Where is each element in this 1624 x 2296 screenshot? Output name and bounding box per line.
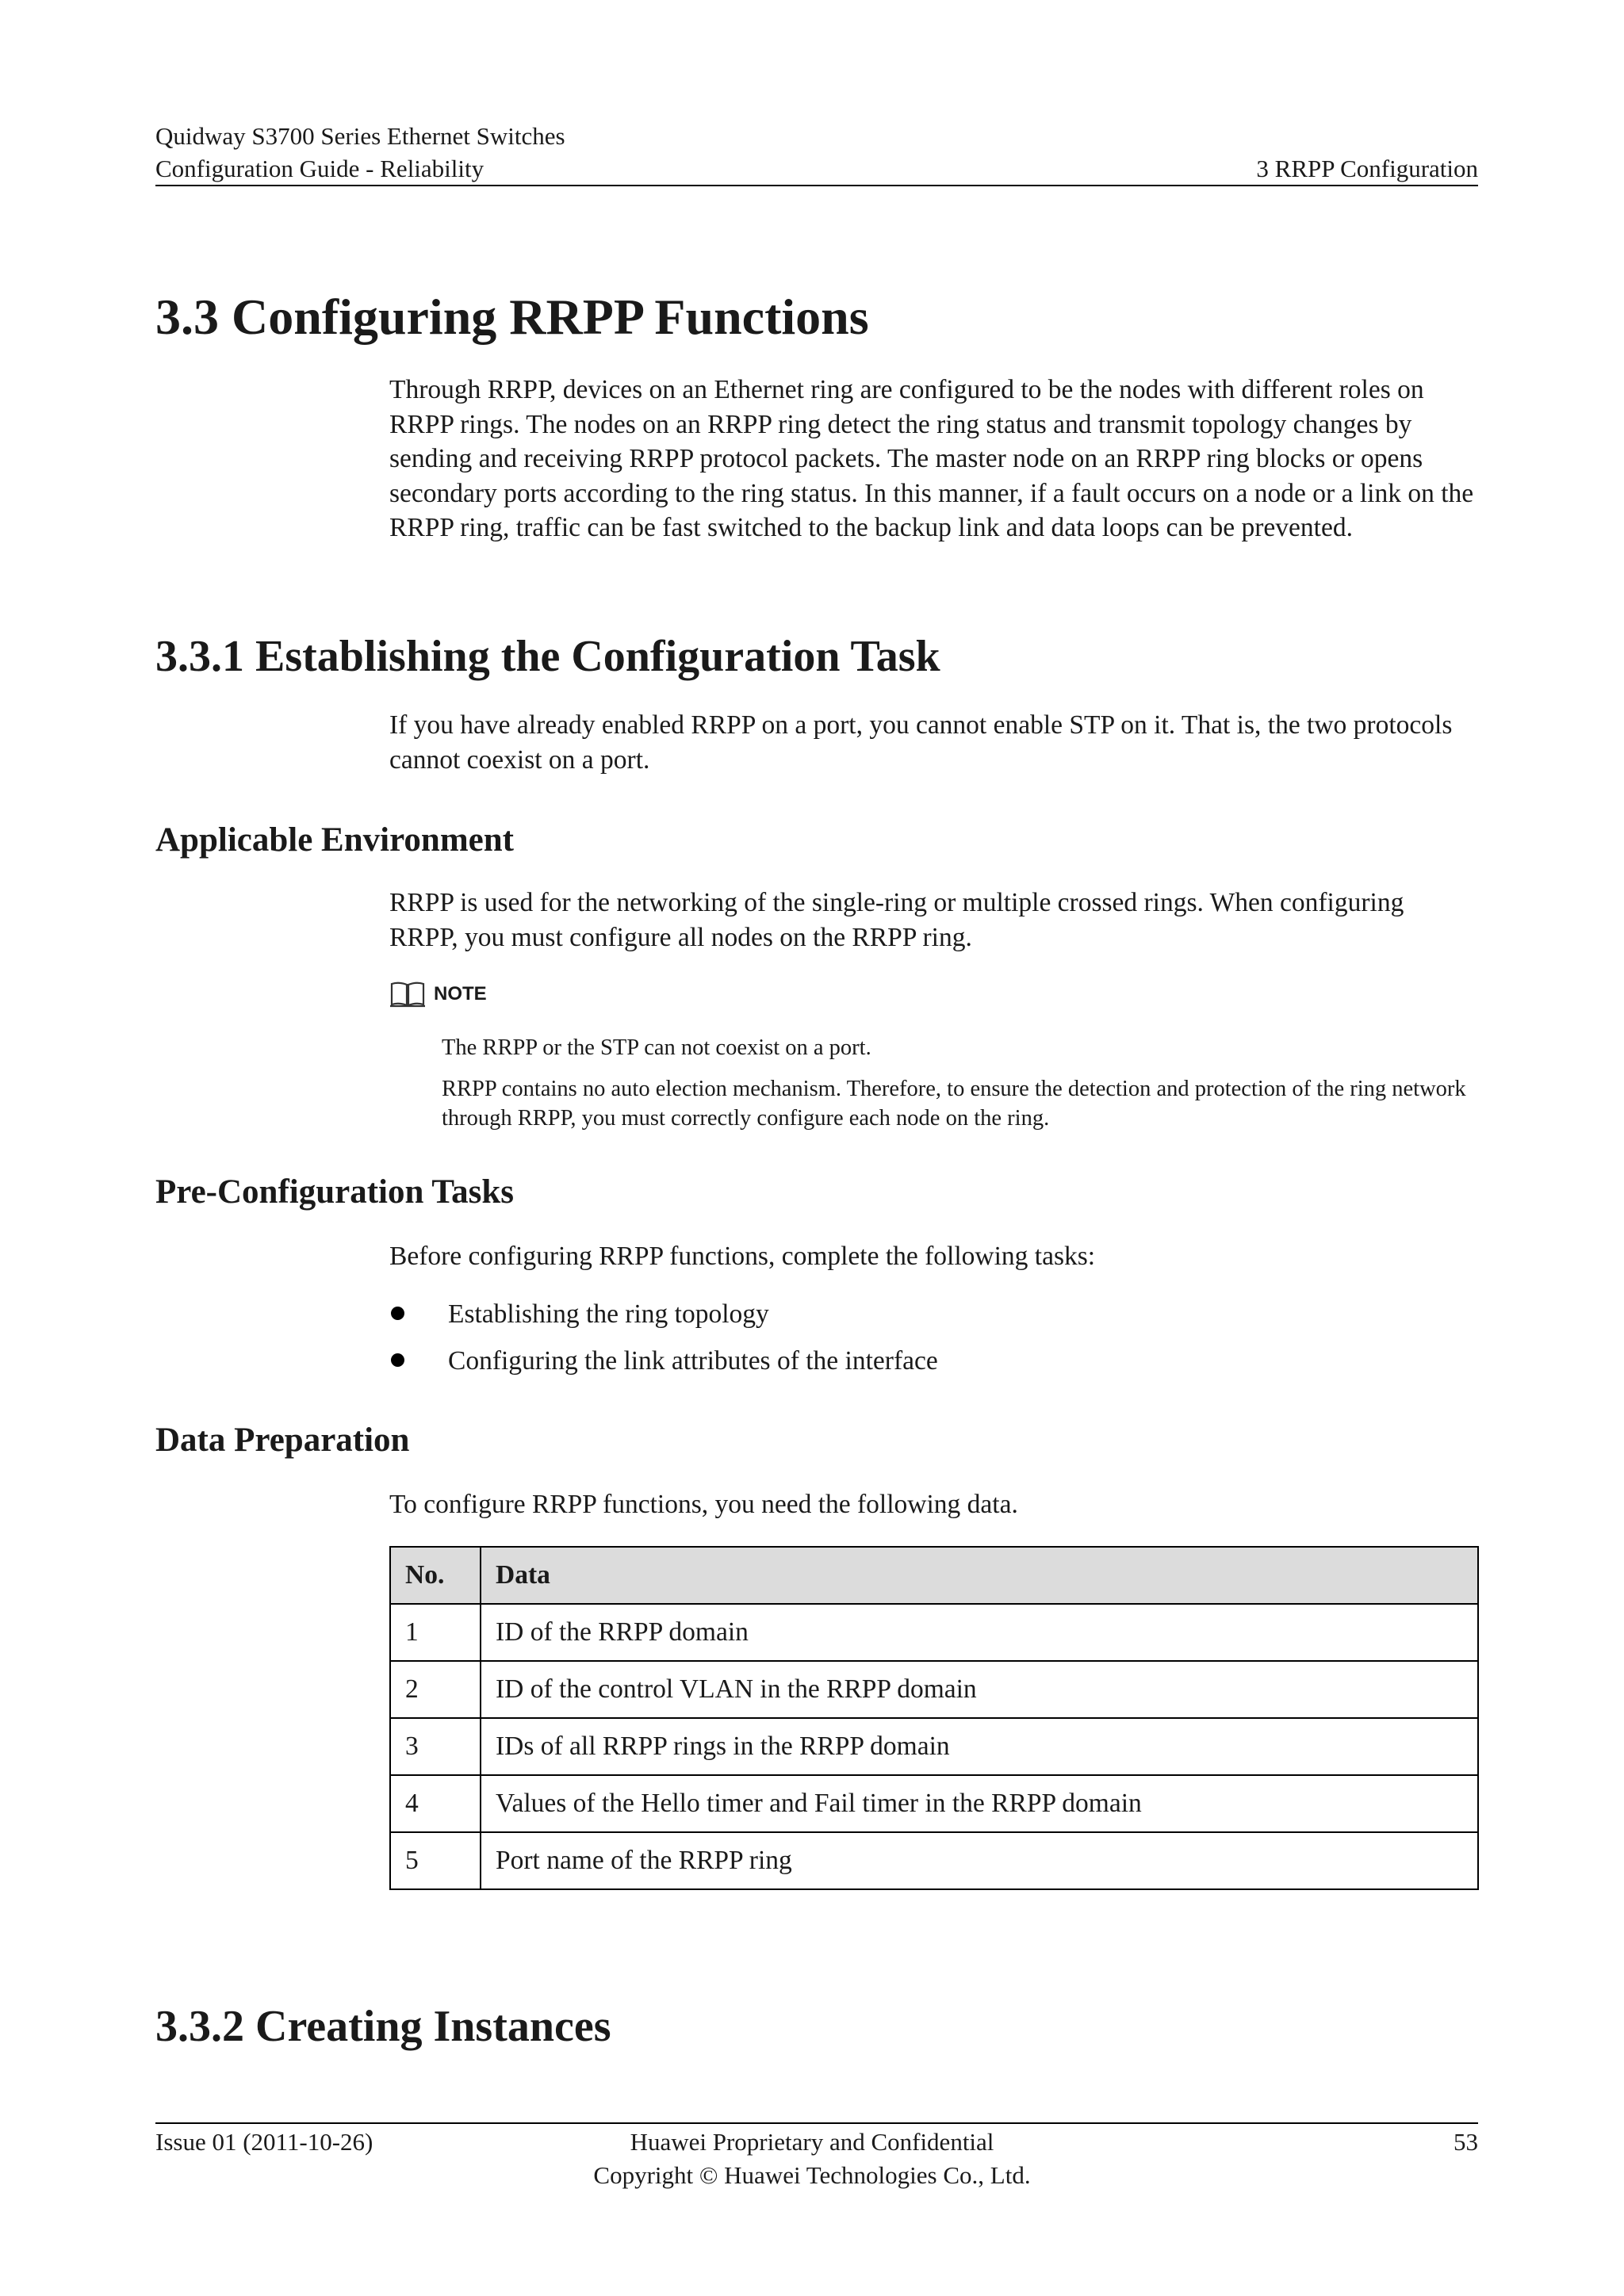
book-icon	[389, 980, 426, 1008]
list-item	[389, 1297, 938, 1344]
table-cell-no: 5	[390, 1832, 481, 1889]
table-row	[390, 1775, 1478, 1832]
table-cell-data: Values of the Hello timer and Fail timer in the RRPP domain	[481, 1775, 1478, 1832]
list-item-text: Configuring the link attributes of the interface	[448, 1346, 938, 1376]
table-cell-data: Port name of the RRPP ring	[481, 1832, 1478, 1889]
table-row	[390, 1604, 1478, 1661]
section-title-3-3-2: 3.3.2 Creating Instances	[155, 2002, 611, 2051]
header-rule	[155, 185, 1478, 186]
table-cell-no: 3	[390, 1718, 481, 1775]
section-3-3-intro: Through RRPP, devices on an Ethernet ring are configured to be the nodes with different roles on RRPP rings. The nodes on an RRPP ring detect the ring status and transmit topology changes by sending and receiving RRPP protocol packets. The master node on an RRPP ring blocks or opens secondary ports according to the ring status. In this manner, if a fault occurs on a node or a link on the RRPP ring, traffic can be fast switched to the backup link and data loops can be prevented.	[389, 375, 1474, 542]
table-row	[390, 1832, 1478, 1889]
footer-proprietary: Huawei Proprietary and Confidential	[630, 2128, 994, 2156]
section-title-3-3: 3.3 Configuring RRPP Functions	[155, 289, 869, 345]
note-label-text: NOTE	[434, 983, 487, 1004]
table-cell-data: ID of the control VLAN in the RRPP domain	[481, 1661, 1478, 1718]
bullet-icon	[391, 1307, 404, 1320]
heading-applicable-environment: Applicable Environment	[155, 821, 514, 859]
table-row	[390, 1718, 1478, 1775]
column-header-data: Data	[481, 1547, 1478, 1604]
list-item	[389, 1344, 938, 1391]
pre-configuration-list	[389, 1297, 938, 1391]
pre-configuration-text: Before configuring RRPP functions, complete the following tasks:	[389, 1242, 1096, 1271]
table-header-row	[390, 1547, 1478, 1604]
header-chapter: 3 RRPP Configuration	[1256, 155, 1478, 182]
header-guide: Configuration Guide - Reliability	[155, 155, 485, 182]
header-product: Quidway S3700 Series Ethernet Switches	[155, 122, 565, 150]
table-cell-no: 4	[390, 1775, 481, 1832]
table-cell-data: IDs of all RRPP rings in the RRPP domain	[481, 1718, 1478, 1775]
footer-page-number: 53	[1454, 2128, 1478, 2156]
footer-issue: Issue 01 (2011-10-26)	[155, 2128, 373, 2156]
table-cell-no: 1	[390, 1604, 481, 1661]
heading-pre-configuration-tasks: Pre-Configuration Tasks	[155, 1173, 514, 1211]
list-item-text: Establishing the ring topology	[448, 1299, 769, 1329]
table-cell-no: 2	[390, 1661, 481, 1718]
applicable-environment-text: RRPP is used for the networking of the single-ring or multiple crossed rings. When configuring RRPP, you must configure all nodes on the RRPP ring.	[389, 888, 1404, 952]
column-header-no: No.	[390, 1547, 481, 1604]
note-line-2: RRPP contains no auto election mechanism. Therefore, to ensure the detection and protection of the ring network through RRPP, you must correctly configure each node on the ring.	[442, 1077, 1466, 1131]
note-label	[389, 978, 487, 1010]
section-title-3-3-1: 3.3.1 Establishing the Configuration Task	[155, 632, 940, 681]
table-row	[390, 1661, 1478, 1718]
bullet-icon	[391, 1353, 404, 1367]
data-table	[389, 1546, 1479, 1890]
heading-data-preparation: Data Preparation	[155, 1422, 410, 1459]
data-preparation-text: To configure RRPP functions, you need the following data.	[389, 1490, 1018, 1519]
table-cell-data: ID of the RRPP domain	[481, 1604, 1478, 1661]
note-line-1: The RRPP or the STP can not coexist on a port.	[442, 1035, 871, 1060]
footer-rule	[155, 2122, 1478, 2124]
section-3-3-1-intro: If you have already enabled RRPP on a port, you cannot enable STP on it. That is, the two protocols cannot coexist on a port.	[389, 710, 1453, 775]
footer-copyright: Copyright © Huawei Technologies Co., Ltd.	[593, 2161, 1031, 2189]
